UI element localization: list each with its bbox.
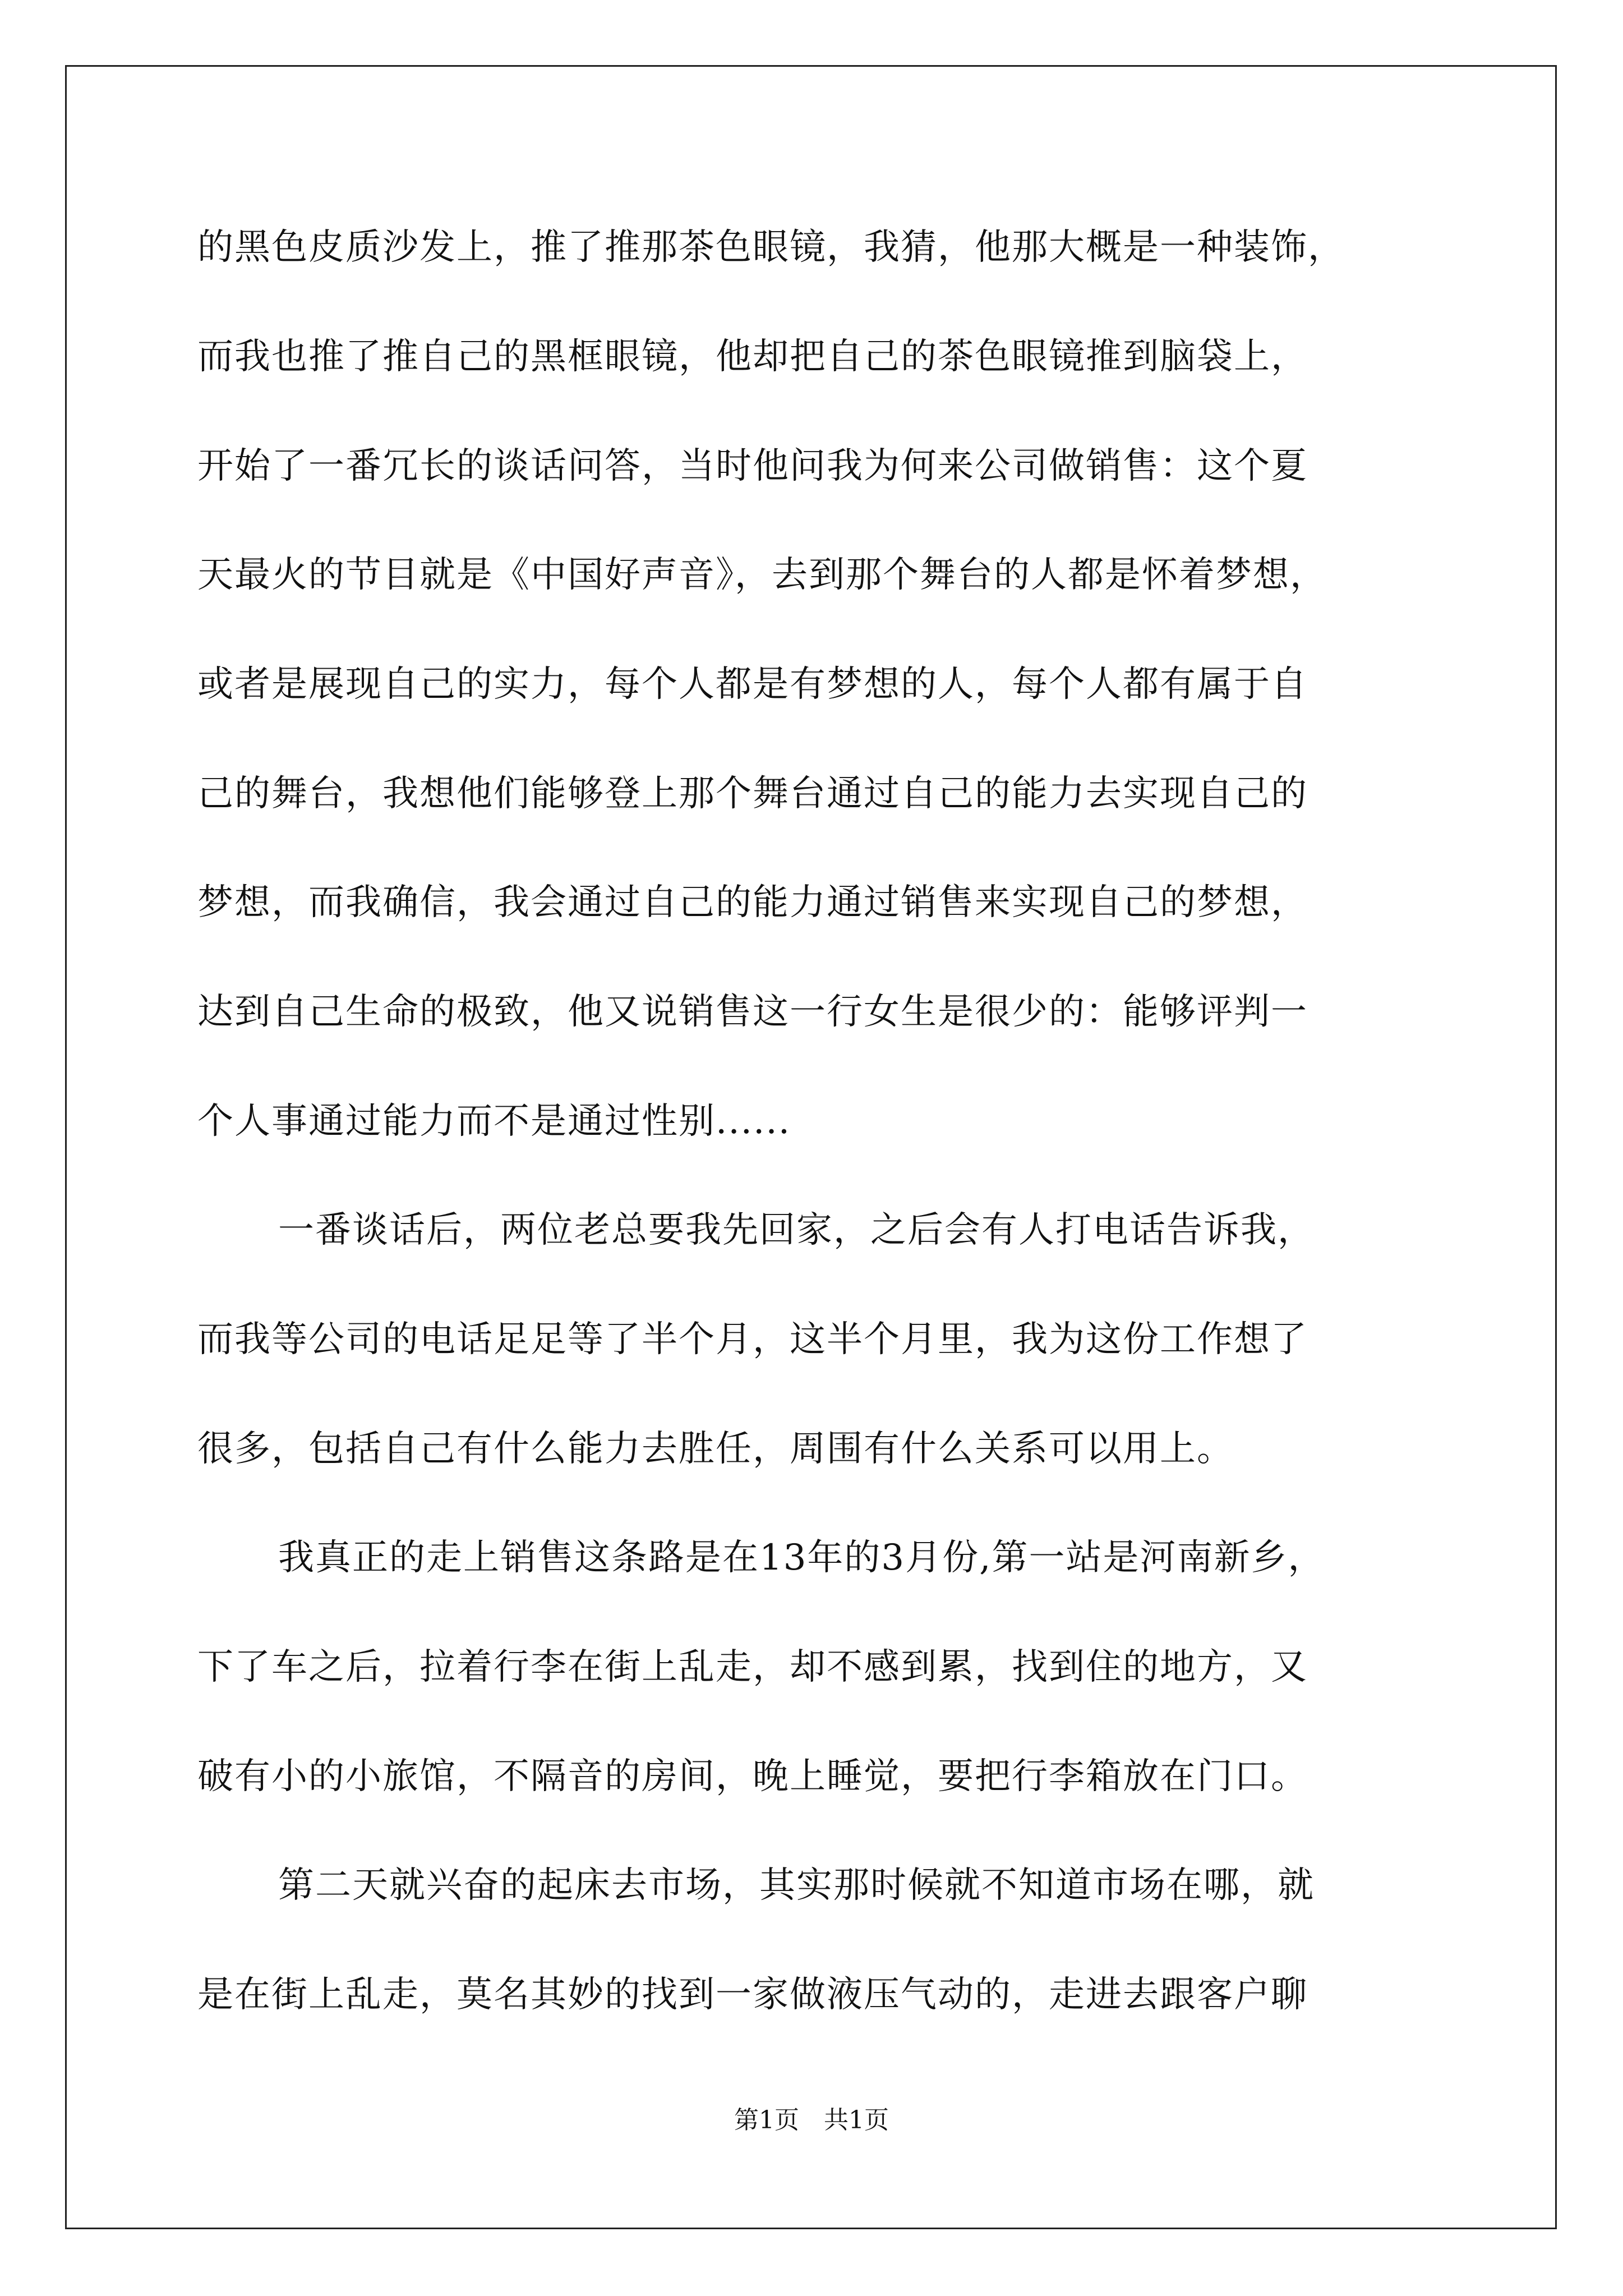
text-line: 或者是展现自己的实力，每个人都是有梦想的人，每个人都有属于自	[197, 664, 1308, 705]
text-line: 很多，包括自己有什么能力去胜任，周围有什么关系可以用上。	[197, 1428, 1234, 1470]
text-line: 己的舞台，我想他们能够登上那个舞台通过自己的能力去实现自己的	[197, 773, 1308, 815]
text-line: 个人事通过能力而不是通过性别......	[197, 1101, 791, 1142]
text-line: 第二天就兴奋的起床去市场，其实那时候就不知道市场在哪，就	[278, 1865, 1315, 1906]
text-line: 的黑色皮质沙发上，推了推那茶色眼镜，我猜，他那大概是一种装饰，	[197, 227, 1345, 268]
text-line: 天最火的节目就是《中国好声音》，去到那个舞台的人都是怀着梦想，	[197, 554, 1327, 596]
text-line: 破有小的小旅馆，不隔音的房间，晚上睡觉，要把行李箱放在门口。	[197, 1756, 1308, 1797]
text-line: 我真正的走上销售这条路是在13年的3月份,第一站是河南新乡，	[278, 1537, 1325, 1579]
text-line: 而我也推了推自己的黑框眼镜，他却把自己的茶色眼镜推到脑袋上，	[197, 336, 1308, 378]
text-line: 一番谈话后，两位老总要我先回家，之后会有人打电话告诉我，	[278, 1209, 1315, 1251]
page-footer: 第1页 共1页	[734, 2106, 889, 2134]
text-line: 而我等公司的电话足足等了半个月，这半个月里，我为这份工作想了	[197, 1319, 1308, 1360]
text-line: 开始了一番冗长的谈话问答，当时他问我为何来公司做销售：这个夏	[197, 445, 1308, 487]
text-line: 下了车之后，拉着行李在街上乱走，却不感到累，找到住的地方，又	[197, 1646, 1308, 1688]
text-line: 达到自己生命的极致，他又说销售这一行女生是很少的：能够评判一	[197, 991, 1308, 1033]
text-line: 是在街上乱走，莫名其妙的找到一家做液压气动的，走进去跟客户聊	[197, 1974, 1308, 2016]
text-line: 梦想，而我确信，我会通过自己的能力通过销售来实现自己的梦想，	[197, 882, 1308, 923]
